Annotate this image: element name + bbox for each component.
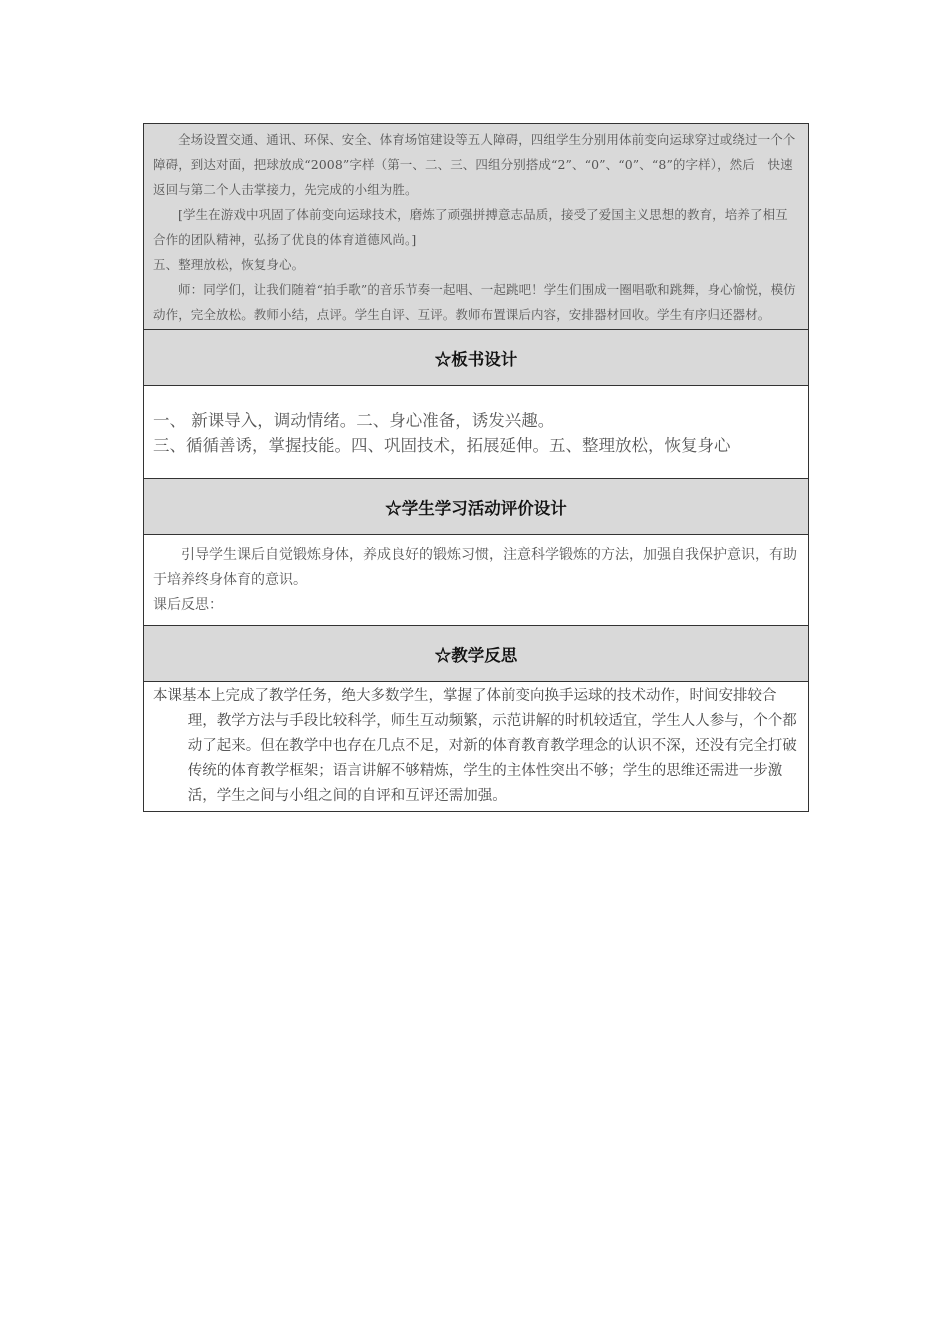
activity-paragraph: 全场设置交通、通讯、环保、安全、体育场馆建设等五人障碍，四组学生分别用体前变向运球穿过或绕过一个个障碍，到达对面，把球放成“2008”字样（第一、二、三、四组分别搭成“2”、“0”、“0”、“8”的字样），然后 快速返回与第二个人击掌接力，先完成的小组为胜。 [153, 132, 796, 197]
board-design-section [144, 386, 808, 479]
teaching-reflection-section [144, 682, 808, 811]
activity-paragraph: 师：同学们，让我们随着“拍手歌”的音乐节奏一起唱、一起跳吧！学生们围成一圈唱歌和跳舞，身心愉悦，模仿动作，完全放松。教师小结，点评。学生自评、互评。教师布置课后内容，安排器材回收。学生有序归还器材。 [153, 282, 796, 322]
teaching-reflection-heading: ☆教学反思 [144, 626, 808, 682]
lesson-plan-table [143, 123, 809, 812]
activity-section [144, 124, 808, 330]
evaluation-design-heading: ☆学生学习活动评价设计 [144, 479, 808, 535]
after-class-reflection-label: 课后反思： [153, 597, 223, 613]
teaching-reflection-text: 本课基本上完成了教学任务，绝大多数学生，掌握了体前变向换手运球的技术动作，时间安排较合理，教学方法与手段比较科学，师生互动频繁，示范讲解的时机较适宜，学生人人参与，个个都动了起来。但在教学中也存在几点不足，对新的体育教育教学理念的认识不深，还没有完全打破传统的体育教学框架；语言讲解不够精炼，学生的主体性突出不够；学生的思维还需进一步激活，学生之间与小组之间的自评和互评还需加强。 [153, 688, 797, 804]
activity-paragraph: [学生在游戏中巩固了体前变向运球技术，磨炼了顽强拼搏意志品质，接受了爱国主义思想的教育，培养了相互合作的团队精神，弘扬了优良的体育道德风尚。] [153, 207, 788, 247]
evaluation-design-section [144, 535, 808, 626]
evaluation-text: 引导学生课后自觉锻炼身体，养成良好的锻炼习惯，注意科学锻炼的方法，加强自我保护意识，有助于培养终身体育的意识。 [153, 547, 797, 588]
activity-paragraph: 五、整理放松，恢复身心。 [153, 257, 305, 272]
board-design-line: 一、 新课导入，调动情绪。二、身心准备，诱发兴趣。 [153, 411, 555, 430]
board-design-line: 三、循循善诱，掌握技能。四、巩固技术，拓展延伸。五、整理放松，恢复身心 [153, 436, 731, 455]
board-design-heading: ☆板书设计 [144, 330, 808, 386]
